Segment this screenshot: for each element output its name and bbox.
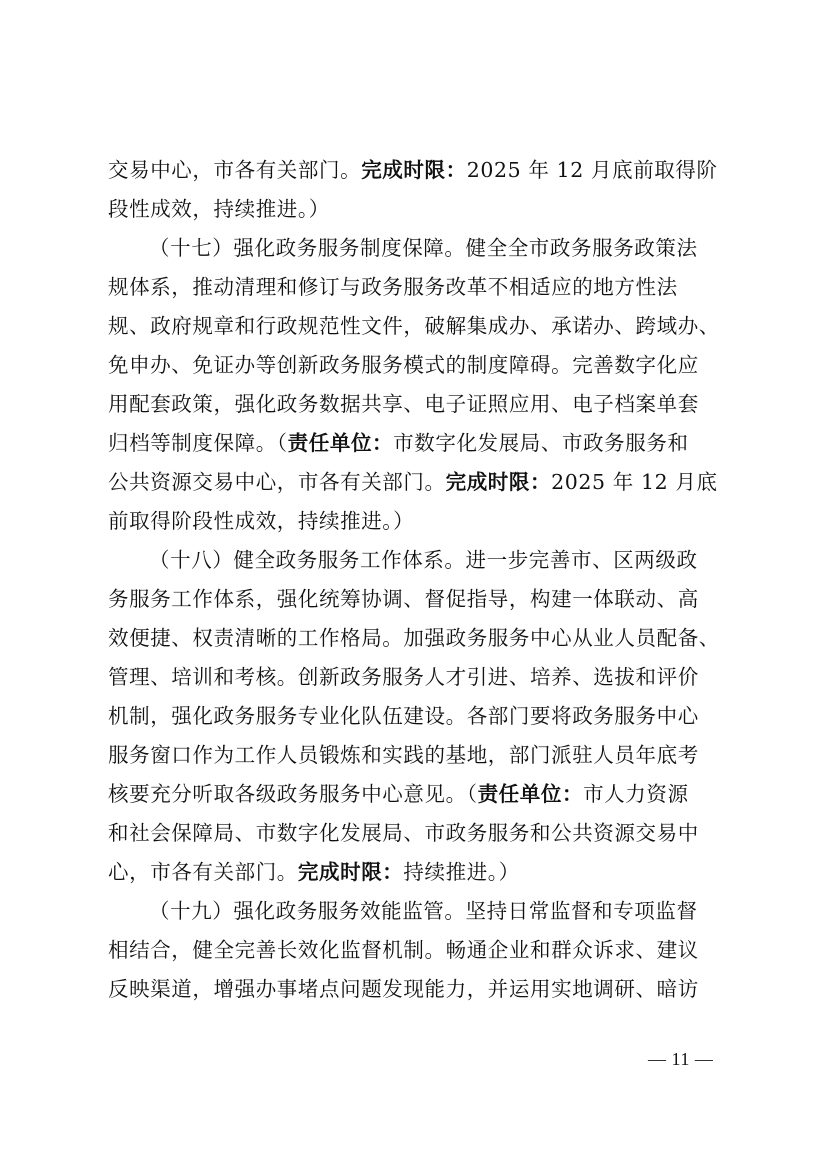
text-segment: 规、政府规章和行政规范性文件，破解集成办、承诺办、跨域办、 — [108, 314, 720, 338]
text-line — [108, 931, 720, 970]
text-line — [108, 424, 720, 463]
text-line — [108, 151, 720, 190]
document-body — [108, 151, 720, 1009]
text-segment: 2025 年 12 月底前取得阶 — [466, 158, 718, 182]
text-segment: 市人力资源 — [583, 782, 689, 806]
text-line — [108, 697, 720, 736]
text-line — [108, 463, 720, 502]
text-segment: 公共资源交易中心，市各有关部门。 — [108, 470, 446, 494]
text-segment: 免申办、免证办等创新政务服务模式的制度障碍。完善数字化应 — [108, 353, 699, 377]
text-line — [108, 541, 720, 580]
text-segment: 段性成效，持续推进。） — [108, 197, 330, 221]
text-line — [108, 736, 720, 775]
text-segment: 效便捷、权责清晰的工作格局。加强政务服务中心从业人员配备、 — [108, 626, 720, 650]
text-segment: 2025 年 12 月底 — [551, 470, 718, 494]
text-segment: 持续推进。） — [403, 860, 520, 884]
text-segment: 前取得阶段性成效，持续推进。） — [108, 509, 415, 533]
text-segment: 反映渠道，增强办事堵点问题发现能力，并运用实地调研、暗访 — [108, 977, 699, 1001]
bold-label: 完成时限： — [361, 158, 467, 182]
text-line — [108, 229, 720, 268]
text-segment: 管理、培训和考核。创新政务服务人才引进、培养、选拔和评价 — [108, 665, 699, 689]
text-line — [108, 892, 720, 931]
text-segment: （十九）强化政务服务效能监管。坚持日常监督和专项监督 — [149, 899, 698, 923]
text-line — [108, 502, 720, 541]
text-segment: 务服务工作体系，强化统筹协调、督促指导，构建一体联动、高 — [108, 587, 699, 611]
page-number: — 11 — — [648, 1049, 714, 1069]
text-line — [108, 385, 720, 424]
text-line — [108, 814, 720, 853]
text-segment: 服务窗口作为工作人员锻炼和实践的基地，部门派驻人员年底考 — [108, 743, 699, 767]
text-segment: 核要充分听取各级政务服务中心意见。（ — [108, 782, 478, 806]
text-line — [108, 307, 720, 346]
text-segment: 用配套政策，强化政务数据共享、电子证照应用、电子档案单套 — [108, 392, 699, 416]
text-segment: 规体系，推动清理和修订与政务服务改革不相适应的地方性法 — [108, 275, 678, 299]
text-line — [108, 268, 720, 307]
text-line — [108, 970, 720, 1009]
text-line — [108, 853, 720, 892]
text-segment: 相结合，健全完善长效化监督机制。畅通企业和群众诉求、建议 — [108, 938, 699, 962]
text-line — [108, 346, 720, 385]
text-line — [108, 190, 720, 229]
bold-label: 完成时限： — [297, 860, 404, 884]
text-line — [108, 658, 720, 697]
bold-label: 责任单位： — [477, 782, 584, 806]
text-segment: 交易中心，市各有关部门。 — [108, 158, 362, 182]
text-segment: 机制，强化政务服务专业化队伍建设。各部门要将政务服务中心 — [108, 704, 699, 728]
bold-label: 责任单位： — [287, 431, 394, 455]
text-segment: （十八）健全政务服务工作体系。进一步完善市、区两级政 — [149, 548, 698, 572]
text-segment: 归档等制度保障。（ — [108, 431, 288, 455]
text-segment: 市数字化发展局、市政务服务和 — [393, 431, 689, 455]
text-line — [108, 580, 720, 619]
text-segment: 心，市各有关部门。 — [108, 860, 298, 884]
text-line — [108, 775, 720, 814]
text-segment: 和社会保障局、市数字化发展局、市政务服务和公共资源交易中 — [108, 821, 699, 845]
text-segment: （十七）强化政务服务制度保障。健全全市政务服务政策法 — [149, 236, 698, 260]
bold-label: 完成时限： — [445, 470, 552, 494]
text-line — [108, 619, 720, 658]
